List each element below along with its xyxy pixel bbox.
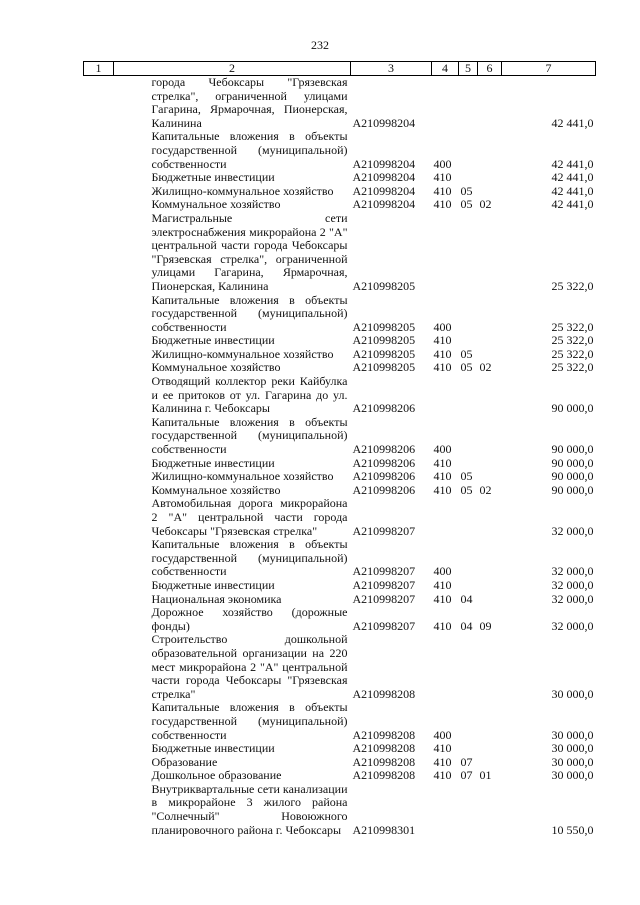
expense-type-code: 400 (433, 442, 452, 457)
table-row (84, 76, 596, 131)
target-code: А210998204 (352, 115, 416, 130)
column-number: 2 (114, 62, 351, 76)
expense-type-code: 410 (433, 346, 452, 361)
table-row (84, 538, 596, 579)
expense-type-code: 410 (433, 591, 452, 606)
subsection-code (478, 212, 502, 294)
amount-value: 30 000,0 (551, 686, 594, 701)
row-number-cell (84, 212, 114, 294)
row-name: Национальная экономика (151, 591, 282, 606)
subsection-code (478, 633, 502, 701)
expense-type-code: 410 (433, 754, 452, 769)
section-code (459, 538, 478, 579)
section-code (459, 457, 478, 471)
row-number-cell (84, 769, 114, 783)
expense-type-code (432, 375, 459, 416)
column-number: 6 (478, 62, 502, 76)
row-name: Автомобильная дорога микрорайона 2 "А" центральной части города Чебоксары "Грязевская стрелка" (151, 496, 348, 538)
row-number-cell (84, 633, 114, 701)
row-number-cell (84, 416, 114, 457)
target-code: А210998205 (352, 319, 416, 334)
expense-type-code: 410 (433, 333, 452, 348)
row-name: Дошкольное образование (151, 768, 282, 783)
section-code: 07 (460, 768, 473, 783)
row-number-cell (84, 593, 114, 607)
row-number-cell (84, 470, 114, 484)
row-name: Дорожное хозяйство (дорожные фонды) (151, 605, 348, 633)
target-code: А210998207 (352, 577, 416, 592)
section-code: 05 (460, 482, 473, 497)
section-code: 07 (460, 754, 473, 769)
amount-value: 30 000,0 (551, 768, 594, 783)
section-code (459, 701, 478, 742)
page-number: 232 (311, 38, 329, 52)
column-number: 7 (502, 62, 596, 76)
expense-type-code: 410 (433, 741, 452, 756)
amount-value: 32 000,0 (551, 523, 594, 538)
amount-value: 10 550,0 (551, 822, 594, 837)
table-row (84, 375, 596, 416)
table-row (84, 497, 596, 538)
target-code: А210998206 (352, 455, 416, 470)
row-number-cell (84, 457, 114, 471)
expense-type-code: 410 (433, 360, 452, 375)
expense-type-code: 410 (433, 469, 452, 484)
section-code: 05 (460, 183, 473, 198)
section-code: 05 (460, 469, 473, 484)
target-code: А210998205 (352, 346, 416, 361)
amount-value: 32 000,0 (551, 577, 594, 592)
table-row (84, 457, 596, 471)
section-code (459, 633, 478, 701)
amount-value: 25 322,0 (551, 319, 594, 334)
row-name: Бюджетные инвестиции (151, 455, 275, 470)
target-code: А210998207 (352, 591, 416, 606)
table-row (84, 130, 596, 171)
column-number: 3 (351, 62, 432, 76)
amount-value: 42 441,0 (551, 115, 594, 130)
row-number-cell (84, 538, 114, 579)
column-number: 4 (432, 62, 459, 76)
row-name: города Чебоксары "Грязевская стрелка", ограниченной улицами Гагарина, Ярмарочная, Пионерская, Калинина (151, 75, 348, 130)
target-code: А210998205 (352, 333, 416, 348)
column-number: 5 (459, 62, 478, 76)
table-row (84, 416, 596, 457)
amount-value: 42 441,0 (551, 183, 594, 198)
amount-value: 32 000,0 (551, 591, 594, 606)
amount-value: 90 000,0 (551, 482, 594, 497)
subsection-code (478, 348, 502, 362)
amount-value: 32 000,0 (551, 564, 594, 579)
target-code: А210998204 (352, 170, 416, 185)
target-code: А210998207 (352, 564, 416, 579)
amount-value: 25 322,0 (551, 278, 594, 293)
amount-value: 90 000,0 (551, 455, 594, 470)
row-name: Бюджетные инвестиции (151, 333, 275, 348)
target-code: А210998208 (352, 741, 416, 756)
row-number-cell (84, 76, 114, 131)
subsection-code (478, 185, 502, 199)
subsection-code (478, 756, 502, 770)
amount-value: 32 000,0 (551, 618, 594, 633)
expense-type-code: 400 (433, 156, 452, 171)
table-row (84, 294, 596, 335)
row-number-cell (84, 171, 114, 185)
amount-value: 42 441,0 (551, 197, 594, 212)
target-code: А210998208 (352, 768, 416, 783)
amount-value: 30 000,0 (551, 741, 594, 756)
row-number-cell (84, 130, 114, 171)
section-code (459, 130, 478, 171)
expense-type-code (432, 497, 459, 538)
row-name: Капитальные вложения в объекты государственной (муниципальной) собственности (151, 700, 348, 742)
target-code: А210998206 (352, 469, 416, 484)
subsection-code (478, 375, 502, 416)
row-number-cell (84, 756, 114, 770)
section-code (459, 294, 478, 335)
target-code: А210998206 (352, 442, 416, 457)
table-row (84, 633, 596, 701)
row-name: Капитальные вложения в объекты государственной (муниципальной) собственности (151, 129, 348, 171)
amount-value: 90 000,0 (551, 401, 594, 416)
column-number: 1 (84, 62, 114, 76)
subsection-code (478, 538, 502, 579)
row-name: Образование (151, 754, 218, 769)
section-code (459, 497, 478, 538)
target-code: А210998204 (352, 183, 416, 198)
subsection-code (478, 130, 502, 171)
expense-type-code: 410 (433, 618, 452, 633)
section-code: 05 (460, 346, 473, 361)
section-code (459, 334, 478, 348)
row-number-cell (84, 294, 114, 335)
table-row (84, 334, 596, 348)
section-code: 04 (460, 618, 473, 633)
section-code (459, 742, 478, 756)
expense-type-code (432, 783, 459, 837)
target-code: А210998208 (352, 727, 416, 742)
table-row (84, 701, 596, 742)
row-name: Бюджетные инвестиции (151, 170, 275, 185)
amount-value: 42 441,0 (551, 156, 594, 171)
amount-value: 30 000,0 (551, 754, 594, 769)
expense-type-code (432, 633, 459, 701)
subsection-code (478, 457, 502, 471)
expense-type-code: 400 (433, 319, 452, 334)
target-code: А210998206 (352, 401, 416, 416)
subsection-code (478, 76, 502, 131)
subsection-code: 02 (479, 197, 492, 212)
section-code (459, 212, 478, 294)
table-row (84, 484, 596, 498)
row-name: Коммунальное хозяйство (151, 482, 281, 497)
subsection-code (478, 470, 502, 484)
table-row (84, 361, 596, 375)
target-code: А210998301 (352, 822, 416, 837)
amount-value: 25 322,0 (551, 360, 594, 375)
row-number-cell (84, 334, 114, 348)
expense-type-code: 410 (433, 768, 452, 783)
budget-table (83, 61, 596, 837)
target-code: А210998208 (352, 686, 416, 701)
target-code: А210998204 (352, 197, 416, 212)
amount-value: 90 000,0 (551, 442, 594, 457)
row-name: Капитальные вложения в объекты государственной (муниципальной) собственности (151, 537, 348, 579)
subsection-code (478, 171, 502, 185)
section-code (459, 76, 478, 131)
table-row (84, 348, 596, 362)
row-name: Капитальные вложения в объекты государственной (муниципальной) собственности (151, 292, 348, 334)
row-number-cell (84, 361, 114, 375)
table-row (84, 212, 596, 294)
section-code (459, 579, 478, 593)
row-number-cell (84, 185, 114, 199)
target-code: А210998206 (352, 482, 416, 497)
row-number-cell (84, 579, 114, 593)
target-code: А210998205 (352, 360, 416, 375)
table-row (84, 756, 596, 770)
expense-type-code: 400 (433, 564, 452, 579)
section-code (459, 375, 478, 416)
table-row (84, 742, 596, 756)
row-number-cell (84, 783, 114, 837)
amount-value: 30 000,0 (551, 727, 594, 742)
row-name: Магистральные сети электроснабжения микрорайона 2 "А" центральной части города Чебоксары "Грязевская стрелка", ограниченной улицами Гагарина, Ярмарочная, Пионерская, Калинина (151, 210, 348, 293)
subsection-code (478, 593, 502, 607)
row-number-cell (84, 484, 114, 498)
table-row (84, 593, 596, 607)
subsection-code (478, 579, 502, 593)
section-code: 05 (460, 197, 473, 212)
expense-type-code (432, 212, 459, 294)
row-number-cell (84, 742, 114, 756)
section-code: 05 (460, 360, 473, 375)
row-name: Жилищно-коммунальное хозяйство (151, 183, 334, 198)
row-name: Жилищно-коммунальное хозяйство (151, 469, 334, 484)
target-code: А210998204 (352, 156, 416, 171)
target-code: А210998208 (352, 754, 416, 769)
subsection-code (478, 742, 502, 756)
table-row (84, 783, 596, 837)
expense-type-code (432, 76, 459, 131)
amount-value: 90 000,0 (551, 469, 594, 484)
expense-type-code: 410 (433, 183, 452, 198)
row-name: Бюджетные инвестиции (151, 741, 275, 756)
subsection-code (478, 334, 502, 348)
row-name: Бюджетные инвестиции (151, 577, 275, 592)
subsection-code: 02 (479, 360, 492, 375)
section-code (459, 171, 478, 185)
row-name: Коммунальное хозяйство (151, 360, 281, 375)
row-number-cell (84, 375, 114, 416)
amount-value: 42 441,0 (551, 170, 594, 185)
expense-type-code: 400 (433, 727, 452, 742)
expense-type-code: 410 (433, 577, 452, 592)
row-name: Внутриквартальные сети канализации в микрорайоне 3 жилого района "Солнечный" Новоюжного планировочного района г. Чебоксары (151, 781, 348, 837)
table-row (84, 579, 596, 593)
target-code: А210998207 (352, 523, 416, 538)
target-code: А210998205 (352, 278, 416, 293)
table-row (84, 198, 596, 212)
row-number-cell (84, 606, 114, 633)
table-row (84, 606, 596, 633)
table-row (84, 769, 596, 783)
expense-type-code: 410 (433, 482, 452, 497)
amount-value: 25 322,0 (551, 333, 594, 348)
section-code: 04 (460, 591, 473, 606)
expense-type-code: 410 (433, 170, 452, 185)
subsection-code (478, 783, 502, 837)
row-name: Строительство дошкольной образовательной организации на 220 мест микрорайона 2 "А" центральной части города Чебоксары "Грязевская стрелка" (151, 632, 348, 701)
section-code (459, 416, 478, 457)
table-row (84, 470, 596, 484)
subsection-code: 02 (479, 482, 492, 497)
row-number-cell (84, 348, 114, 362)
subsection-code (478, 294, 502, 335)
row-name: Капитальные вложения в объекты государственной (муниципальной) собственности (151, 414, 348, 457)
row-number-cell (84, 198, 114, 212)
column-number-row (84, 62, 596, 76)
row-name: Отводящий коллектор реки Кайбулка и ее притоков от ул. Гагарина до ул. Калинина г. Чебоксары (151, 374, 348, 416)
expense-type-code: 410 (433, 455, 452, 470)
row-name: Жилищно-коммунальное хозяйство (151, 346, 334, 361)
subsection-code (478, 497, 502, 538)
table-row (84, 171, 596, 185)
subsection-code: 01 (479, 768, 492, 783)
section-code (459, 783, 478, 837)
subsection-code (478, 701, 502, 742)
row-number-cell (84, 701, 114, 742)
table-row (84, 185, 596, 199)
row-number-cell (84, 497, 114, 538)
target-code: А210998207 (352, 618, 416, 633)
expense-type-code: 410 (433, 197, 452, 212)
amount-value: 25 322,0 (551, 346, 594, 361)
subsection-code: 09 (479, 618, 492, 633)
subsection-code (478, 416, 502, 457)
row-name: Коммунальное хозяйство (151, 197, 281, 212)
